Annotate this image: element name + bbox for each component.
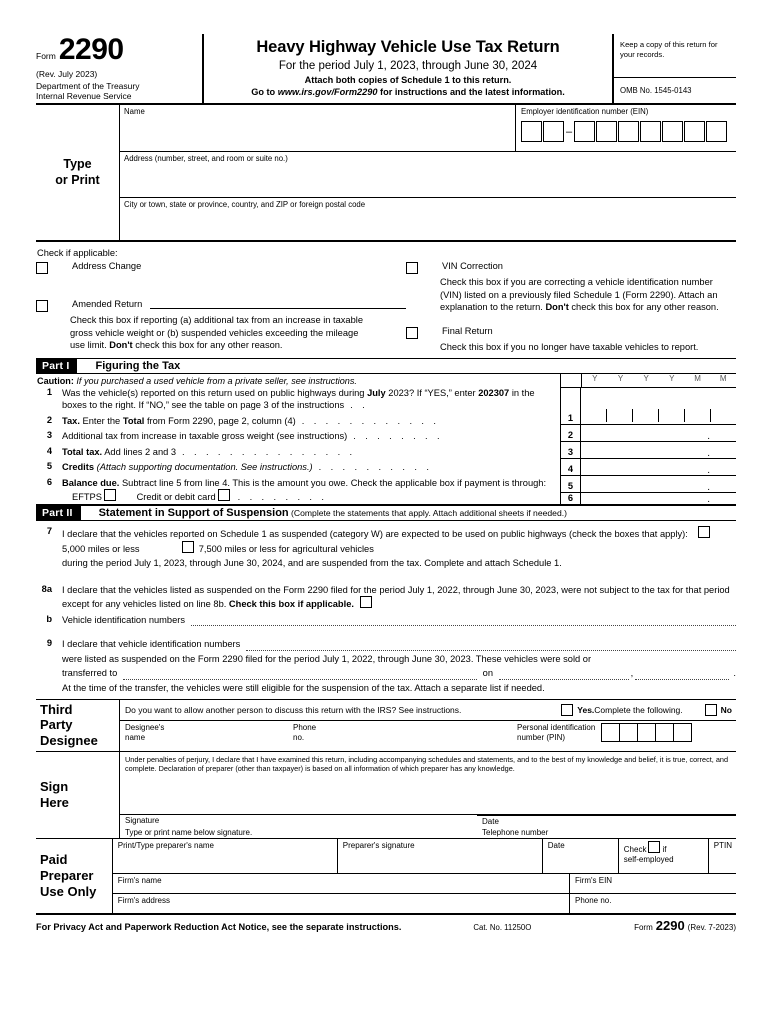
goto-prefix: Go to — [251, 87, 278, 97]
keep-copy-note: Keep a copy of this return for your records. — [614, 34, 736, 78]
preparer-name-label: Print/Type preparer's name — [117, 840, 215, 850]
line-1-text-1: Was the vehicle(s) reported on this return used on public highways during — [62, 387, 368, 398]
vin-correction-label: VIN Correction — [442, 261, 503, 272]
amended-dont: Don't — [109, 339, 133, 350]
department-line-2: Internal Revenue Service — [36, 90, 132, 101]
card-option[interactable] — [137, 489, 232, 504]
paid-preparer-label — [36, 839, 113, 913]
final-return-label: Final Return — [442, 326, 493, 337]
irs-url[interactable]: www.irs.gov/Form2290 — [277, 87, 378, 97]
pin-label-1: Personal identification — [517, 722, 596, 732]
line-6-number: 6 — [46, 476, 52, 487]
form-word-label: Form — [36, 50, 56, 61]
sign-label-1: Sign — [40, 779, 69, 795]
sign-here-section — [36, 751, 736, 838]
line-6-dots: . . . . . . . . — [231, 492, 328, 503]
telephone-field[interactable] — [477, 827, 736, 838]
amount-row-6-number: 6 — [561, 493, 581, 504]
tpd-no-checkbox[interactable] — [705, 704, 717, 716]
goto-line — [208, 87, 608, 97]
preparer-name-field[interactable] — [113, 839, 338, 873]
type-or-print-line-1: Type — [63, 157, 92, 172]
line-1-ym-input[interactable] — [581, 388, 736, 424]
amended-return-description — [70, 314, 375, 351]
city-label: City or town, state or province, country, and ZIP or foreign postal code — [124, 200, 366, 210]
year-month-header — [561, 374, 736, 388]
amount-row-1[interactable] — [561, 388, 736, 425]
third-party-designee-label — [36, 700, 120, 751]
vin-correction-checkbox[interactable] — [406, 262, 418, 274]
ym-header-cell: M — [719, 373, 727, 383]
amount-row-5-number: 5 — [561, 476, 581, 492]
amount-row-4-number: 4 — [561, 459, 581, 475]
address-change-checkbox[interactable] — [36, 262, 48, 274]
eftps-checkbox[interactable] — [104, 489, 116, 501]
line-1-number: 1 — [46, 386, 52, 397]
part-2-title — [81, 506, 567, 520]
preparer-signature-field[interactable] — [338, 839, 543, 873]
sign-label-2: Here — [40, 794, 69, 810]
line-4-number: 4 — [46, 445, 52, 456]
line-8a-text — [62, 584, 736, 611]
sign-here-label — [36, 752, 120, 838]
type-or-print-line-2: or Print — [55, 172, 100, 187]
line-9-text-4: At the time of the transfer, the vehicles were still eligible for the suspension of the tax. Attach a separate list if needed. — [62, 682, 545, 693]
line-8b-text — [62, 614, 736, 627]
line-6-amount-input[interactable] — [581, 493, 736, 504]
page-title: Heavy Highway Vehicle Use Tax Return — [256, 38, 560, 56]
amended-desc-part1: Check this box if reporting (a) additional tax from an increase in taxable gross vehicle weight or (b) suspended vehicles exceeding the mileage use limit. — [70, 315, 364, 350]
designee-name-label-1: Designee's — [125, 722, 165, 732]
ym-header-cell: M — [694, 373, 701, 383]
preparer-row-3 — [113, 894, 736, 913]
tpd-label-3: Designee — [40, 732, 98, 748]
miles-5000-checkbox[interactable] — [698, 526, 710, 538]
preparer-row-2 — [113, 874, 736, 894]
ein-box[interactable] — [640, 121, 661, 142]
tpd-label-2: Party — [40, 717, 73, 733]
form-header — [36, 34, 736, 105]
final-return-checkbox[interactable] — [406, 327, 418, 339]
amount-row-2-number: 2 — [561, 425, 581, 441]
ein-label: Employer identification number (EIN) — [521, 107, 649, 117]
name-label: Name — [124, 107, 145, 117]
form-footer — [36, 913, 736, 933]
designee-pin-field[interactable] — [512, 721, 736, 751]
line-1-text-2: 2023? If “YES,” enter — [385, 387, 479, 398]
part-1-title: Figuring the Tax — [95, 359, 181, 372]
ptin-label: PTIN — [713, 840, 732, 850]
designee-name-label-2: name — [125, 732, 146, 742]
part-2-bar — [36, 505, 736, 521]
firm-phone-label: Phone no. — [575, 895, 612, 905]
footer-form-word: Form — [634, 922, 653, 932]
sign-date-label: Date — [482, 816, 499, 826]
amended-return-checkbox[interactable] — [36, 300, 48, 312]
line-3-amount-input[interactable] — [581, 442, 736, 458]
print-name-row — [120, 827, 736, 838]
tpd-yes-label: Yes. — [577, 704, 595, 715]
catalog-number: Cat. No. 11250O — [473, 922, 532, 932]
tpd-fields-row — [120, 721, 736, 751]
self-employed-checkbox[interactable] — [648, 841, 660, 853]
line-9 — [36, 638, 736, 694]
decimal-separator: . — [707, 447, 710, 459]
line-4-text — [62, 446, 560, 459]
card-checkbox[interactable] — [218, 489, 230, 501]
line-8a — [36, 584, 736, 611]
line-9-on-label: on — [482, 668, 494, 679]
line-9-transferee-input[interactable] — [123, 670, 476, 680]
pin-boxes[interactable] — [601, 723, 692, 751]
line-5 — [36, 461, 560, 474]
address-field[interactable] — [120, 152, 736, 198]
line-7-number: 7 — [46, 526, 52, 537]
line-9-number: 9 — [46, 638, 52, 649]
form-revision: (Rev. July 2023) — [36, 68, 98, 79]
line-6-bold: Balance due. — [62, 477, 120, 488]
ein-dash: – — [566, 125, 573, 138]
firm-address-label: Firm's address — [117, 895, 170, 905]
amount-row-5[interactable] — [561, 476, 736, 493]
line-8b-number: b — [46, 613, 52, 624]
line-8a-bold: Check this box if applicable. — [228, 599, 354, 610]
tpd-question: Do you want to allow another person to discuss this return with the IRS? See instructions. — [125, 704, 462, 715]
line-1-bold-code: 202307 — [478, 387, 510, 398]
line-3-text — [62, 430, 560, 443]
line-2-text — [62, 415, 560, 428]
line-7-text — [62, 526, 736, 570]
firm-name-field[interactable] — [113, 874, 570, 893]
final-return-row[interactable] — [406, 326, 736, 339]
ein-box[interactable] — [543, 121, 564, 142]
ein-box[interactable] — [574, 121, 595, 142]
self-employed-field[interactable] — [619, 839, 709, 873]
line-4 — [36, 446, 560, 459]
line-9-text-2: were listed as suspended on the Form 2290 filed for the period July 1, 2022, through June 30, 2023. These vehicles were sold or — [62, 653, 592, 664]
omb-number: OMB No. 1545-0143 — [620, 86, 692, 95]
decimal-separator: . — [707, 464, 710, 476]
line-9-text — [62, 638, 736, 694]
line-9-comma: , — [630, 668, 634, 679]
line-3-dots: . . . . . . . . — [347, 431, 443, 442]
tpd-yes-checkbox[interactable] — [561, 704, 573, 716]
line-5-amount-input[interactable] — [581, 476, 736, 492]
print-name-field[interactable] — [120, 827, 477, 838]
sign-date-field[interactable] — [477, 815, 736, 827]
line-6 — [36, 477, 560, 504]
pin-box[interactable] — [638, 723, 656, 742]
line-8b — [36, 614, 736, 627]
line-9-vin-input[interactable] — [246, 641, 736, 651]
ptin-field[interactable] — [709, 839, 736, 873]
line-5-number: 5 — [46, 461, 52, 472]
ein-box[interactable] — [521, 121, 542, 142]
firm-phone-field[interactable] — [570, 894, 736, 913]
line-2-bold-total: Total — [122, 415, 145, 426]
preparer-date-field[interactable] — [543, 839, 619, 873]
part-2-title-text: Statement in Support of Suspension — [98, 507, 289, 520]
amended-return-row[interactable] — [36, 299, 406, 312]
firm-name-label: Firm's name — [117, 875, 162, 885]
designee-name-field[interactable] — [120, 721, 288, 751]
line-2-amount-input[interactable] — [581, 425, 736, 441]
self-employed-label: self-employed — [623, 855, 674, 865]
line-8b-label: Vehicle identification numbers — [62, 614, 185, 625]
tax-period: For the period July 1, 2023, through June 30, 2024 — [278, 60, 538, 72]
footer-form-id — [634, 918, 736, 933]
line-2-dots: . . . . . . . . . . . . — [295, 415, 440, 426]
signature-write-area[interactable] — [120, 774, 736, 814]
tpd-label-1: Third — [40, 701, 73, 717]
amount-row-6[interactable] — [561, 493, 736, 504]
caution-text: If you purchased a used vehicle from a private seller, see instructions. — [73, 375, 357, 386]
privacy-act-notice: For Privacy Act and Paperwork Reduction Act Notice, see the separate instructions. — [36, 921, 402, 932]
line-8a-text-1: I declare that the vehicles listed as suspended on the Form 2290 filed for the period July 1, 2022, through June 30, 2023, were not subject to the tax for that period except for any vehicles listed on line 8b. — [62, 584, 730, 610]
line-6-text-1: Subtract line 5 from line 4. This is the amount you owe. Check the applicable box if payment is through: — [119, 477, 547, 488]
preparer-row-1 — [113, 839, 736, 874]
caution-note — [36, 374, 560, 387]
line-3-number: 3 — [46, 430, 52, 441]
tpd-question-row — [120, 700, 736, 721]
line-4-bold: Total tax. — [62, 446, 103, 457]
caution-label: Caution: — [37, 375, 74, 386]
amount-row-3-number: 3 — [561, 442, 581, 458]
line-5-text-1: (Attach supporting documentation. See instructions.) — [94, 462, 313, 473]
vin-correction-row[interactable] — [406, 261, 736, 274]
ym-header-cell: Y — [592, 373, 598, 383]
amended-return-label: Amended Return — [72, 299, 143, 310]
line-1 — [36, 387, 560, 412]
ein-box[interactable] — [684, 121, 705, 142]
amount-row-1-number: 1 — [561, 388, 581, 424]
designee-phone-label-1: Phone — [293, 722, 317, 732]
pin-box[interactable] — [674, 723, 692, 742]
form-sheet — [36, 34, 736, 933]
city-field[interactable] — [120, 198, 736, 240]
address-label: Address (number, street, and room or suite no.) — [124, 154, 288, 164]
attach-note: Attach both copies of Schedule 1 to this return. — [304, 75, 512, 85]
ein-boxes[interactable] — [521, 121, 731, 142]
third-party-designee-section — [36, 699, 736, 751]
line-9-text-1: I declare that vehicle identification numbers — [62, 639, 241, 650]
footer-revision: (Rev. 7-2023) — [687, 922, 736, 932]
card-label: Credit or debit card — [136, 492, 216, 503]
line-9-period: . — [733, 668, 736, 679]
line-2-bold-tax: Tax. — [62, 415, 80, 426]
department-line-1: Department of the Treasury — [36, 80, 140, 91]
preparer-date-label: Date — [547, 840, 565, 850]
paid-preparer-section — [36, 838, 736, 913]
line-2-text-1: Enter the — [79, 415, 123, 426]
line-9-date-input[interactable] — [499, 670, 629, 680]
ym-header-cell: Y — [643, 373, 649, 383]
final-return-description: Check this box if you no longer have taxable vehicles to report. — [440, 342, 699, 353]
part-2-label: Part II — [36, 506, 81, 520]
check-if-applicable-section — [36, 242, 736, 353]
part-1-body — [36, 374, 736, 505]
pin-label-2: number (PIN) — [517, 732, 566, 742]
line-7-text-1: I declare that the vehicles reported on Schedule 1 as suspended (category W) are expected to be used on public highways (check the boxes that apply): — [62, 529, 688, 540]
name-and-ein-row — [120, 105, 736, 152]
paid-label-3: Use Only — [40, 883, 97, 899]
name-field[interactable] — [120, 105, 516, 151]
address-change-label: Address Change — [72, 261, 142, 272]
footer-form-number: 2290 — [655, 917, 685, 933]
check-if-applicable-title: Check if applicable: — [37, 248, 118, 259]
paid-label-1: Paid — [40, 852, 68, 868]
line-8a-checkbox[interactable] — [360, 596, 372, 608]
line-7 — [36, 526, 736, 570]
vin-desc-part1: Check this box if you are correcting a vehicle identification number (VIN) listed on a previously filed Schedule 1 (Form 2290). Attach an explanation to the return. — [440, 277, 718, 312]
line-7-text-2: during the period July 1, 2023, through June 30, 2024, and are suspended from the tax. Complete and attach Schedule 1. — [62, 558, 562, 569]
line-3-text-1: Additional tax from increase in taxable gross weight (see instructions) — [62, 431, 348, 442]
entity-block — [36, 105, 736, 242]
amended-return-write-in[interactable] — [150, 299, 406, 309]
address-change-row[interactable] — [36, 261, 406, 274]
tpd-no-label: No — [720, 704, 732, 715]
pin-box[interactable] — [620, 723, 638, 742]
ym-header-cell: Y — [617, 373, 624, 383]
part-1-label: Part I — [36, 359, 77, 373]
line-8b-vin-input[interactable] — [191, 616, 736, 626]
form-number: 2290 — [58, 33, 124, 66]
pin-box[interactable] — [656, 723, 674, 742]
ein-field[interactable] — [516, 105, 736, 151]
part-2-subtitle: (Complete the statements that apply. Attach additional sheets if needed.) — [288, 508, 567, 519]
pin-box[interactable] — [601, 723, 620, 742]
miles-5000-label: 5,000 miles or less — [62, 543, 140, 554]
line-3 — [36, 430, 560, 443]
self-employed-check-label: Check — [623, 844, 647, 854]
amount-row-4[interactable] — [561, 459, 736, 476]
line-1-text-3: in the boxes to the right. If “NO,” see the table on page 3 of the instructions — [62, 387, 535, 411]
line-6-text — [62, 477, 560, 504]
line-5-dots: . . . . . . . . . . — [312, 462, 433, 473]
line-2-number: 2 — [46, 414, 52, 425]
ein-box[interactable] — [662, 121, 683, 142]
eftps-option[interactable] — [72, 489, 118, 504]
line-8a-number: 8a — [41, 583, 52, 594]
ein-box[interactable] — [618, 121, 639, 142]
line-4-text-1: Add lines 2 and 3 — [102, 446, 177, 457]
vin-correction-description — [440, 276, 736, 313]
signature-field[interactable] — [120, 815, 477, 827]
print-name-label: Type or print name below signature. — [125, 827, 253, 837]
vin-desc-part2: check this box for any other reason. — [568, 301, 719, 312]
designee-phone-label-2: no. — [293, 732, 305, 742]
line-1-text — [62, 387, 560, 412]
amount-row-3[interactable] — [561, 442, 736, 459]
miles-7500-label: 7,500 miles or less for agricultural vehicles — [198, 543, 374, 554]
designee-phone-field[interactable] — [288, 721, 512, 751]
line-9-year-input[interactable] — [635, 670, 729, 680]
type-or-print-label — [36, 105, 120, 240]
header-form-identity — [36, 34, 204, 103]
tpd-yes-rest: Complete the following. — [594, 704, 683, 715]
line-4-dots: . . . . . . . . . . . . . . . — [176, 446, 356, 457]
header-title-block — [204, 34, 614, 103]
decimal-separator: . — [707, 494, 710, 506]
line-5-bold: Credits — [62, 462, 95, 473]
ym-header-cell: Y — [669, 373, 675, 383]
eftps-label: EFTPS — [72, 492, 102, 503]
vin-dont: Don't — [545, 301, 569, 312]
amount-column — [560, 374, 736, 504]
line-1-dots: . . — [344, 400, 369, 411]
line-2 — [36, 415, 560, 428]
preparer-signature-label: Preparer's signature — [342, 840, 415, 850]
perjury-declaration: Under penalties of perjury, I declare that I have examined this return, including accompanying schedules and statements, and to the best of my knowledge and belief, it is true, correct, and complete. Declaration of preparer (other than taxpayer) is based on all information of which preparer has any knowledge. — [125, 754, 729, 774]
header-omb-block — [614, 34, 736, 103]
part-1-bar — [36, 358, 736, 374]
goto-suffix: for instructions and the latest information. — [377, 87, 565, 97]
firm-address-field[interactable] — [113, 894, 570, 913]
ein-box[interactable] — [706, 121, 727, 142]
line-1-bold-july: July — [367, 387, 386, 398]
decimal-separator: . — [707, 481, 710, 493]
line-5-text — [62, 461, 560, 474]
paid-label-2: Preparer — [40, 867, 94, 883]
amended-desc-part2: check this box for any other reason. — [132, 339, 283, 350]
firm-ein-field[interactable] — [570, 874, 736, 893]
self-employed-if-label: if — [662, 844, 667, 854]
line-4-amount-input[interactable] — [581, 459, 736, 475]
telephone-label: Telephone number — [482, 827, 549, 837]
part-2-body — [36, 526, 736, 694]
decimal-separator: . — [707, 430, 710, 442]
line-2-text-2: from Form 2290, page 2, column (4) — [144, 415, 296, 426]
miles-7500-checkbox[interactable] — [182, 541, 194, 553]
ein-box[interactable] — [596, 121, 617, 142]
amount-row-2[interactable] — [561, 425, 736, 442]
firm-ein-label: Firm's EIN — [575, 875, 613, 885]
signature-row — [120, 814, 736, 827]
line-9-text-3: transferred to — [62, 668, 118, 679]
signature-label: Signature — [125, 815, 160, 825]
